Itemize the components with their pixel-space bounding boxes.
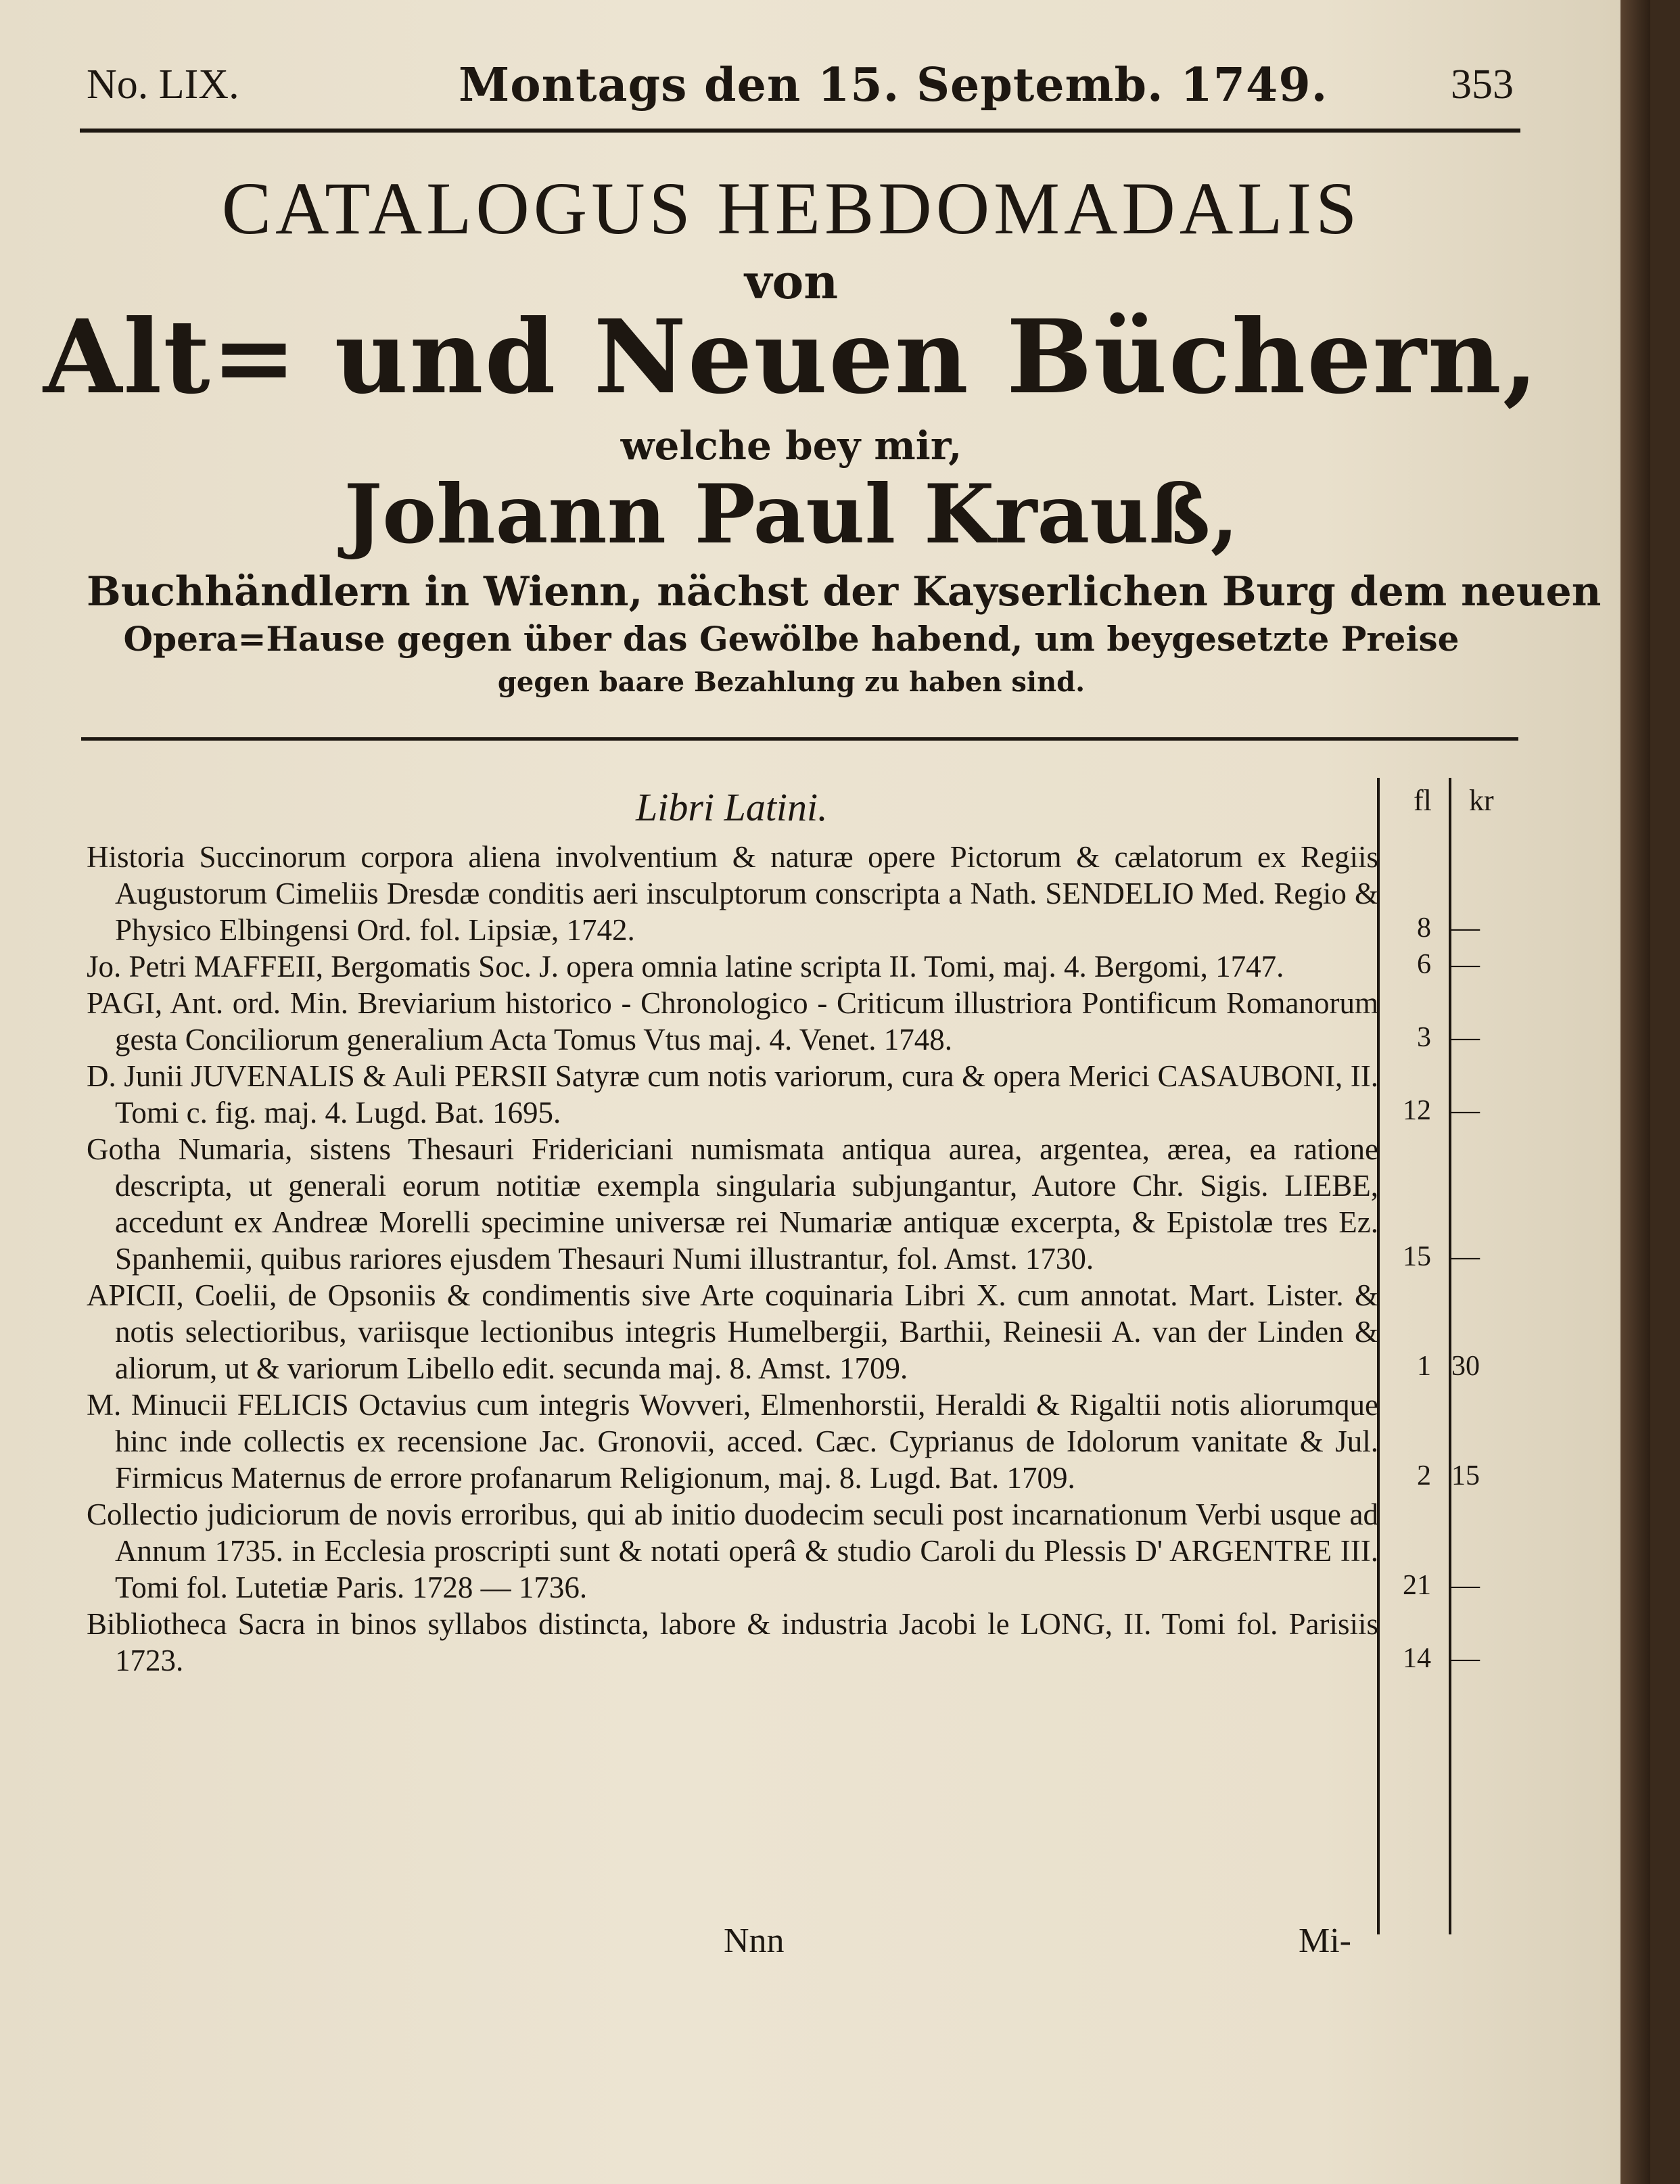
title-books: Alt= und Neuen Büchern,: [43, 298, 1540, 417]
catchword: Mi-: [1299, 1922, 1351, 1960]
price-florin: 6: [1417, 949, 1431, 980]
title-rule: [81, 737, 1518, 741]
title-opera-line: Opera=Hause gegen über das Gewölbe habend, um beygesetzte Preise: [123, 619, 1460, 659]
price-kreuzer: —: [1451, 949, 1480, 980]
title-address-line: Buchhändlern in Wienn, nächst der Kayserlichen Burg dem neuen: [87, 568, 1602, 615]
section-title: Libri Latini.: [636, 785, 828, 829]
price-kreuzer: —: [1451, 912, 1480, 944]
title-welche: welche bey mir,: [620, 423, 962, 469]
book-entry: PAGI, Ant. ord. Min. Breviarium historico - Chronologico - Criticum illustriora Pontificum Romanorum gesta Conciliorum generalium Acta Tomus Vtus maj. 4. Venet. 1748.: [87, 986, 1378, 1056]
price-florin: 21: [1403, 1570, 1431, 1601]
price-row: [1380, 1094, 1515, 1131]
price-kreuzer: —: [1451, 1570, 1480, 1601]
price-florin: 12: [1403, 1095, 1431, 1126]
book-entry: Gotha Numaria, sistens Thesauri Fridericiani numismata antiqua aurea, argentea, ærea, ea ratione descripta, ut generali eorum notitiæ exempla singularia subjungantur, Autore Chr. Sigis. LIEBE, accedunt ex Andreæ Morelli specimine universæ rei Numariæ antiquæ excerpta, & Epistolæ tres Ez. Spanhemii, quibus rariores ejusdem Thesauri Numi illustrantur, fol. Amst. 1730.: [87, 1132, 1378, 1276]
price-kreuzer: —: [1451, 1022, 1480, 1053]
page-number: 353: [1451, 62, 1514, 108]
book-entry: Jo. Petri MAFFEII, Bergomatis Soc. J. opera omnia latine scripta II. Tomi, maj. 4. Bergomi, 1747.: [87, 950, 1284, 983]
page-edge: [1620, 0, 1650, 2184]
price-row: [1380, 1460, 1515, 1496]
price-row: [1380, 912, 1515, 948]
price-row: [1380, 1642, 1515, 1679]
issue-date: Montags den 15. Septemb. 1749.: [459, 58, 1328, 112]
signature-mark: Nnn: [724, 1922, 785, 1960]
column-head-fl: fl: [1414, 784, 1432, 817]
title-payment-line: gegen baare Bezahlung zu haben sind.: [497, 666, 1086, 698]
price-row: [1380, 948, 1515, 985]
price-kreuzer: —: [1451, 1241, 1480, 1272]
page-header: [87, 58, 1514, 112]
price-row: [1380, 1021, 1515, 1058]
header-rule: [80, 129, 1520, 133]
price-florin: 8: [1417, 912, 1431, 944]
price-florin: 2: [1417, 1460, 1431, 1491]
book-entry: Historia Succinorum corpora aliena involventium & naturæ opere Pictorum & cælatorum ex Regiis Augustorum Cimeliis Dresdæ conditis aeri insculptorum conscripta a Nath. SENDELIO Med. Regio & Physico Elbingensi Ord. fol. Lipsiæ, 1742.: [87, 840, 1378, 947]
price-kreuzer: —: [1451, 1095, 1480, 1126]
book-entry: D. Junii JUVENALIS & Auli PERSII Satyræ cum notis variorum, cura & opera Merici CASAUBONI, II. Tomi c. fig. maj. 4. Lugd. Bat. 1695.: [87, 1059, 1378, 1130]
price-kreuzer: —: [1451, 1643, 1480, 1674]
book-entry: APICII, Coelii, de Opsoniis & condimentis sive Arte coquinaria Libri X. cum annotat. Mart. Lister. & notis selectioribus, variisque lectionibus integris Humelbergii, Barthii, Reinesii A. van der Linden & aliorum, ut & variorum Libello edit. secunda maj. 8. Amst. 1709.: [87, 1278, 1378, 1385]
column-head-kr: kr: [1469, 784, 1494, 817]
price-florin: 1: [1417, 1351, 1431, 1382]
catalogue-title: CATALOGUS HEBDOMADALIS: [221, 167, 1361, 250]
book-entries: [87, 839, 1378, 1679]
price-florin: 15: [1403, 1241, 1431, 1272]
price-florin: 14: [1403, 1643, 1431, 1674]
price-florin: 3: [1417, 1022, 1431, 1053]
book-entry: M. Minucii FELICIS Octavius cum integris Wovveri, Elmenhorstii, Heraldi & Rigaltii notis aliorumque hinc inde collectis ex recensione Jac. Gronovii, acced. Cæc. Cyprianus de Idolorum vanitate & Jul. Firmicus Maternus de errore profanarum Religionum, maj. 8. Lugd. Bat. 1709.: [87, 1388, 1378, 1495]
price-kreuzer: 30: [1451, 1351, 1480, 1382]
issue-number: No. LIX.: [87, 62, 239, 108]
price-kreuzer: 15: [1451, 1460, 1480, 1491]
price-row: [1380, 1350, 1515, 1387]
book-entry: Bibliotheca Sacra in binos syllabos distincta, labore & industria Jacobi le LONG, II. Tomi fol. Parisiis 1723.: [87, 1607, 1378, 1677]
price-row: [1380, 1240, 1515, 1277]
title-von: von: [744, 254, 839, 310]
book-entry: Collectio judiciorum de novis erroribus, qui ab initio duodecim seculi post incarnationum Verbi usque ad Annum 1735. in Ecclesia proscripti sunt & notati operâ & studio Caroli du Plessis D' ARGENTRE III. Tomi fol. Lutetiæ Paris. 1728 — 1736.: [87, 1497, 1378, 1604]
price-row: [1380, 1569, 1515, 1606]
bookseller-name: Johann Paul Krauß,: [344, 467, 1239, 562]
